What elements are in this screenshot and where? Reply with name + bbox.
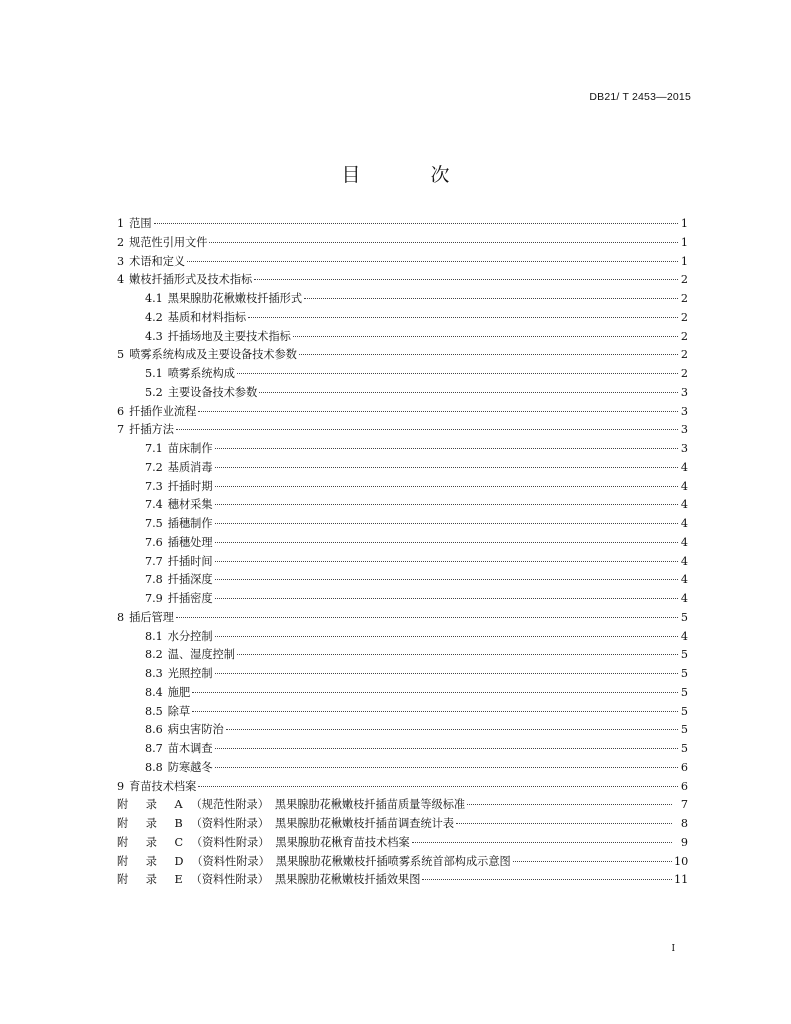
toc-entry-page: 1 — [680, 235, 688, 249]
toc-entry-page: 4 — [680, 554, 688, 568]
toc-entry[interactable] — [117, 778, 688, 797]
dot-leader — [187, 261, 678, 262]
toc-entry-number: 8.6 — [145, 723, 163, 737]
toc-entry-number: 7.4 — [145, 498, 163, 512]
toc-entry-number: 7.6 — [145, 535, 163, 549]
toc-entry-page: 2 — [680, 329, 688, 343]
appendix-title: 黑果腺肋花楸嫩枝扦插喷雾系统首部构成示意图 — [275, 854, 511, 868]
toc-entry-title: 扦插作业流程 — [129, 404, 197, 418]
toc-entry-title: 苗木调查 — [167, 742, 213, 755]
toc-entry-number: 7.8 — [145, 573, 163, 587]
toc-entry-page: 4 — [680, 573, 688, 587]
dot-leader — [467, 804, 672, 805]
toc-entry[interactable] — [117, 759, 688, 778]
dot-leader — [198, 786, 678, 787]
toc-entry-page: 4 — [680, 535, 688, 549]
toc-entry-number: 8.5 — [145, 704, 163, 718]
toc-entry-page: 5 — [680, 742, 688, 755]
dot-leader — [513, 861, 672, 862]
dot-leader — [215, 523, 678, 524]
toc-entry[interactable] — [117, 403, 688, 422]
toc-entry[interactable] — [117, 478, 688, 497]
toc-entry-page: 1 — [680, 217, 688, 230]
document-code: DB21/ T 2453—2015 — [589, 91, 691, 103]
toc-appendix-entry[interactable] — [117, 815, 688, 834]
toc-entry-page: 3 — [680, 442, 688, 455]
dot-leader — [412, 842, 672, 843]
toc-entry[interactable] — [117, 309, 688, 328]
dot-leader — [259, 392, 678, 393]
toc-entry-title: 扦插时间 — [167, 554, 213, 568]
toc-entry-number: 8.2 — [145, 648, 163, 662]
toc-appendix-entry[interactable] — [117, 796, 688, 815]
toc-entry-title: 基质和材料指标 — [167, 310, 247, 324]
toc-entry-title: 扦插场地及主要技术指标 — [167, 329, 291, 343]
dot-leader — [215, 598, 678, 599]
dot-leader — [304, 298, 678, 299]
toc-entry[interactable] — [117, 328, 688, 347]
toc-appendix-entry[interactable] — [117, 834, 688, 853]
toc-entry-page: 10 — [674, 854, 689, 868]
page-title: 目 次 — [341, 164, 482, 186]
toc-entry[interactable] — [117, 646, 688, 665]
appendix-title: 黑果腺肋花楸嫩枝扦插苗质量等级标准 — [274, 798, 466, 812]
dot-leader — [192, 692, 678, 693]
toc-entry[interactable] — [117, 234, 688, 253]
toc-entry-page: 4 — [680, 498, 688, 512]
appendix-prefix: 附 录 E — [117, 873, 183, 887]
toc-entry-title: 水分控制 — [167, 629, 213, 643]
toc-entry[interactable] — [117, 571, 688, 590]
toc-entry-title: 除草 — [167, 704, 191, 718]
toc-entry-number: 7.7 — [145, 554, 163, 568]
toc-entry[interactable] — [117, 628, 688, 647]
toc-entry-page: 5 — [680, 704, 688, 718]
toc-entry-title: 防寒越冬 — [167, 760, 213, 774]
toc-entry-number: 4 — [117, 273, 125, 287]
toc-entry[interactable] — [117, 703, 688, 722]
toc-entry[interactable] — [117, 440, 688, 459]
dot-leader — [293, 336, 678, 337]
toc-entry-title: 苗床制作 — [167, 442, 213, 455]
toc-entry[interactable] — [117, 421, 688, 440]
toc-entry[interactable] — [117, 496, 688, 515]
toc-entry-number: 5.1 — [145, 367, 163, 380]
toc-entry-title: 扦插方法 — [129, 423, 174, 437]
toc-entry-title: 嫩枝扦插形式及技术指标 — [129, 273, 253, 287]
toc-entry-page: 8 — [680, 817, 688, 830]
toc-entry-page: 9 — [680, 835, 688, 849]
dot-leader — [422, 879, 672, 880]
toc-entry-number: 8.1 — [145, 629, 163, 643]
toc-entry-number: 7.3 — [145, 479, 163, 493]
toc-entry-number: 7.2 — [145, 460, 163, 474]
toc-entry-page: 2 — [680, 348, 688, 362]
toc-entry-number: 7.5 — [145, 517, 163, 530]
toc-entry-page: 5 — [680, 685, 688, 699]
toc-entry-number: 8 — [117, 610, 125, 624]
toc-entry-page: 11 — [674, 873, 689, 887]
toc-entry-page: 1 — [680, 254, 688, 268]
dot-leader — [215, 673, 678, 674]
toc-entry-title: 主要设备技术参数 — [167, 385, 258, 399]
toc-entry-title: 插后管理 — [129, 610, 174, 624]
dot-leader — [209, 242, 678, 243]
toc-entry[interactable] — [117, 346, 688, 365]
toc-entry-page: 4 — [680, 629, 688, 643]
dot-leader — [192, 711, 678, 712]
toc-entry[interactable] — [117, 271, 688, 290]
dot-leader — [254, 279, 678, 280]
toc-entry[interactable] — [117, 365, 688, 384]
toc-entry-number: 9 — [117, 779, 125, 793]
toc-entry-page: 5 — [680, 610, 688, 624]
toc-entry-number: 4.3 — [145, 329, 163, 343]
toc-entry-page: 6 — [680, 779, 688, 793]
toc-entry-title: 穗材采集 — [167, 498, 213, 512]
toc-entry-page: 2 — [680, 310, 688, 324]
toc-entry-page: 6 — [680, 760, 688, 774]
toc-entry-number: 8.8 — [145, 760, 163, 774]
toc-entry-page: 5 — [680, 667, 688, 680]
toc-entry-page: 3 — [680, 385, 688, 399]
dot-leader — [226, 729, 678, 730]
toc-entry-title: 施肥 — [167, 685, 191, 699]
toc-entry-title: 喷雾系统构成及主要设备技术参数 — [129, 348, 297, 362]
toc-entry-number: 1 — [117, 217, 125, 230]
toc-entry-page: 2 — [680, 367, 688, 380]
dot-leader — [215, 504, 678, 505]
toc-entry-title: 育苗技术档案 — [129, 779, 197, 793]
dot-leader — [176, 429, 678, 430]
toc-entry-number: 5.2 — [145, 385, 163, 399]
toc-entry-page: 4 — [680, 460, 688, 474]
dot-leader — [215, 636, 678, 637]
appendix-prefix: 附 录 C — [117, 835, 184, 849]
toc-entry-page: 4 — [680, 592, 688, 605]
toc-entry-title: 插穗制作 — [167, 517, 213, 530]
toc-entry[interactable] — [117, 553, 688, 572]
appendix-prefix: 附 录 B — [117, 817, 183, 830]
toc-entry-number: 7 — [117, 423, 125, 437]
dot-leader — [237, 654, 678, 655]
appendix-type: （资料性附录） — [190, 817, 270, 830]
toc-entry-number: 8.3 — [145, 667, 163, 680]
toc-entry-page: 4 — [680, 517, 688, 530]
toc-entry[interactable] — [117, 684, 688, 703]
toc-entry-number: 8.7 — [145, 742, 163, 755]
toc-entry[interactable] — [117, 290, 688, 309]
appendix-type: （资料性附录） — [190, 873, 269, 887]
dot-leader — [215, 467, 678, 468]
toc-entry[interactable] — [117, 215, 688, 234]
toc-entry-number: 4.2 — [145, 310, 163, 324]
appendix-type: （资料性附录） — [191, 854, 270, 868]
toc-entry-number: 7.1 — [145, 442, 163, 455]
toc-entry[interactable] — [117, 515, 688, 534]
dot-leader — [237, 373, 678, 374]
toc-appendix-entry[interactable] — [117, 853, 688, 872]
toc-entry-page: 7 — [680, 798, 688, 812]
dot-leader — [154, 223, 678, 224]
toc-entry-title: 扦插时期 — [167, 479, 213, 493]
dot-leader — [215, 748, 678, 749]
dot-leader — [215, 767, 678, 768]
toc-entry[interactable] — [117, 665, 688, 684]
dot-leader — [215, 448, 678, 449]
dot-leader — [215, 486, 678, 487]
toc-entry-page: 4 — [680, 479, 688, 493]
toc-entry-title: 扦插深度 — [167, 573, 213, 587]
toc-entry-number: 5 — [117, 348, 125, 362]
appendix-title: 黑果腺肋花楸育苗技术档案 — [275, 835, 410, 849]
appendix-title: 黑果腺肋花楸嫩枝扦插效果图 — [274, 873, 421, 887]
toc-entry-page: 5 — [680, 723, 688, 737]
toc-entry-title: 扦插密度 — [167, 592, 213, 605]
dot-leader — [215, 579, 678, 580]
dot-leader — [299, 354, 678, 355]
toc-entry-page: 5 — [680, 648, 688, 662]
toc-entry-title: 病虫害防治 — [167, 723, 224, 737]
toc-entry-page: 3 — [680, 404, 688, 418]
toc-entry-title: 范围 — [129, 217, 152, 230]
toc-entry-number: 7.9 — [145, 592, 163, 605]
toc-entry[interactable] — [117, 590, 688, 609]
toc-entry-title: 术语和定义 — [129, 254, 186, 268]
dot-leader — [176, 617, 678, 618]
toc-entry[interactable] — [117, 721, 688, 740]
appendix-type: （资料性附录） — [191, 835, 270, 849]
toc-entry-number: 8.4 — [145, 685, 163, 699]
toc-entry[interactable] — [117, 253, 688, 272]
toc-entry-number: 4.1 — [145, 292, 163, 305]
toc-entry-title: 规范性引用文件 — [129, 235, 208, 249]
toc-entry-title: 喷雾系统构成 — [167, 367, 235, 380]
appendix-title: 黑果腺肋花楸嫩枝扦插苗调查统计表 — [275, 817, 455, 830]
dot-leader — [215, 561, 678, 562]
toc-entry-number: 2 — [117, 235, 125, 249]
dot-leader — [248, 317, 678, 318]
toc-entry-number: 3 — [117, 254, 125, 268]
toc-appendix-entry[interactable] — [117, 871, 688, 890]
dot-leader — [456, 823, 672, 824]
toc-entry-title: 温、湿度控制 — [167, 648, 235, 662]
dot-leader — [198, 411, 678, 412]
toc-entry-number: 6 — [117, 404, 125, 418]
toc-entry-page: 2 — [680, 292, 688, 305]
toc-entry-title: 基质消毒 — [167, 460, 213, 474]
dot-leader — [215, 542, 678, 543]
toc-entry-title: 插穗处理 — [167, 535, 213, 549]
toc-entry[interactable] — [117, 740, 688, 759]
toc-entry-page: 3 — [680, 423, 688, 437]
toc-entry[interactable] — [117, 459, 688, 478]
toc-entry[interactable] — [117, 534, 688, 553]
toc-entry-page: 2 — [680, 273, 688, 287]
toc-entry-title: 黑果腺肋花楸嫩枝扦插形式 — [167, 292, 303, 305]
appendix-prefix: 附 录 A — [117, 798, 183, 812]
page-number: I — [671, 944, 675, 954]
toc-entry[interactable] — [117, 384, 688, 403]
toc-entry[interactable] — [117, 609, 688, 628]
table-of-contents — [117, 215, 688, 890]
toc-entry-title: 光照控制 — [167, 667, 213, 680]
appendix-type: （规范性附录） — [190, 798, 269, 812]
appendix-prefix: 附 录 D — [117, 854, 184, 868]
